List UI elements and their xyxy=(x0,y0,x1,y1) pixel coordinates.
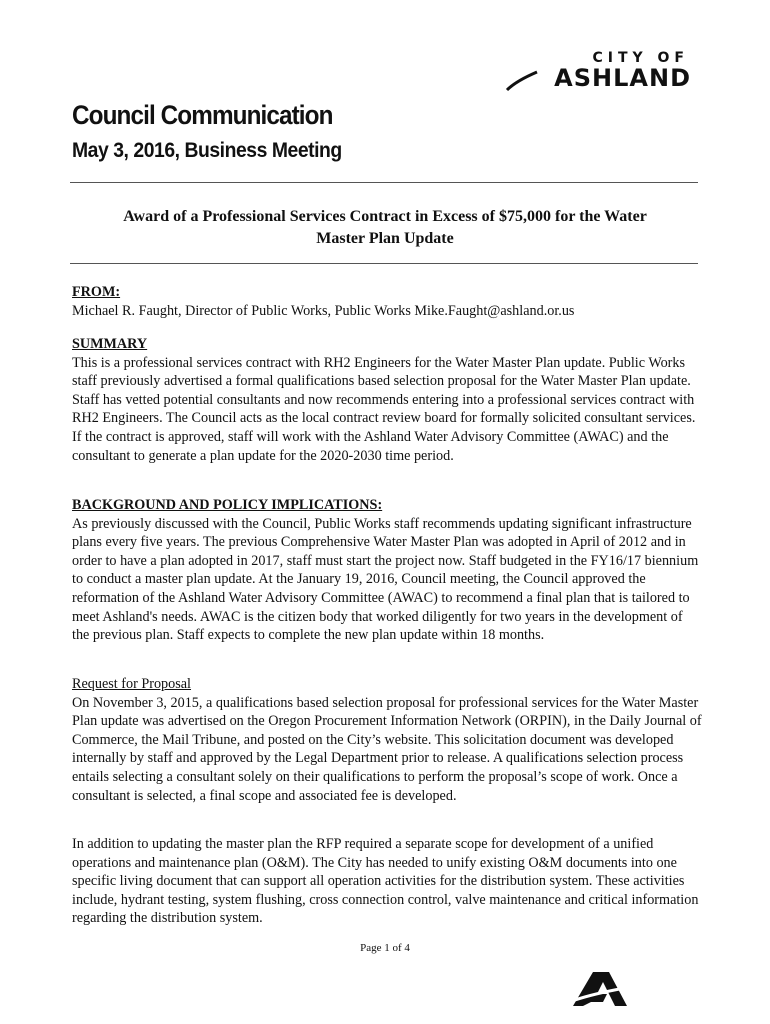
request-text: On November 3, 2015, a qualifications based selection proposal for professional services for the Water Master Plan update was advertised on the Oregon Procurement Information Network (ORPIN), in the Daily Journal of Commerce, the Mail Tribune, and posted on the City’s website. This solicitation document was developed internally by staff and approved by the Legal Department prior to release. A qualifications selection process entails selecting a consultant solely on their qualifications to perform the proposal’s scope of work. Once a consultant is selected, a final scope and associated fee is developed. xyxy=(72,694,702,804)
addition-section xyxy=(72,835,702,928)
award-heading-line1: Award of a Professional Services Contract in Excess of $75,000 for the Water xyxy=(123,208,647,225)
from-text: Michael R. Faught, Director of Public Works, Public Works Mike.Faught@ashland.or.us xyxy=(72,302,575,319)
addition-text: In addition to updating the master plan the RFP required a separate scope for development of a unified operations and maintenance plan (O&M). The City has needed to unify existing O&M documents into one specific living document that can support all operation activities for the distribution system. These activities include, hydrant testing, system flushing, cross connection control, valve maintenance and critical information regarding the distribution system. xyxy=(72,836,699,927)
logo-city-of: CITY OF xyxy=(592,50,689,66)
request-label: Request for Proposal xyxy=(72,676,192,692)
from-section xyxy=(72,283,702,320)
page-title: Council Communication xyxy=(72,100,333,130)
award-heading-line2: Master Plan Update xyxy=(316,230,454,247)
background-section xyxy=(72,496,702,645)
city-logo xyxy=(505,50,695,98)
divider-top xyxy=(70,182,698,183)
background-label: BACKGROUND AND POLICY IMPLICATIONS: xyxy=(72,497,383,513)
ashland-a-icon xyxy=(573,970,629,1008)
page-number: Page 1 of 4 xyxy=(360,942,410,954)
award-heading xyxy=(72,206,698,250)
request-section xyxy=(72,675,702,805)
summary-section xyxy=(72,335,702,465)
ashland-mark-icon xyxy=(505,68,539,94)
from-label: FROM: xyxy=(72,284,121,300)
background-text: As previously discussed with the Council, Public Works staff recommends updating significant infrastructure plans every five years. The previous Comprehensive Water Master Plan was adopted in April of 2012 and in order to have a plan adopted in 2017, staff must start the project now. Staff budgeted in the FY16/17 biennium to conduct a master plan update. At the January 19, 2016, Council meeting, the Council approved the reformation of the Ashland Water Advisory Committee (AWAC) to recommend a final plan that is tailored to meet Ashland's needs. AWAC is the citizen body that worked diligently for two years in the development of the previous plan. Staff expects to complete the new plan update within 18 months. xyxy=(72,515,699,644)
summary-label: SUMMARY xyxy=(72,336,148,352)
divider-bottom xyxy=(70,263,698,264)
summary-text: This is a professional services contract with RH2 Engineers for the Water Master Plan update. Public Works staff previously advertised a formal qualifications based selection proposal for the Water Master Plan update. Staff has vetted potential consultants and now recommends entering into a professional services contract with RH2 Engineers. The Council acts as the local contract review board for formally solicited consultant services. If the contract is approved, staff will work with the Ashland Water Advisory Committee (AWAC) and the consultant to generate a plan update for the 2020-2030 time period. xyxy=(72,354,696,464)
meeting-date: May 3, 2016, Business Meeting xyxy=(72,138,342,162)
logo-ashland: ASHLAND xyxy=(554,64,691,92)
